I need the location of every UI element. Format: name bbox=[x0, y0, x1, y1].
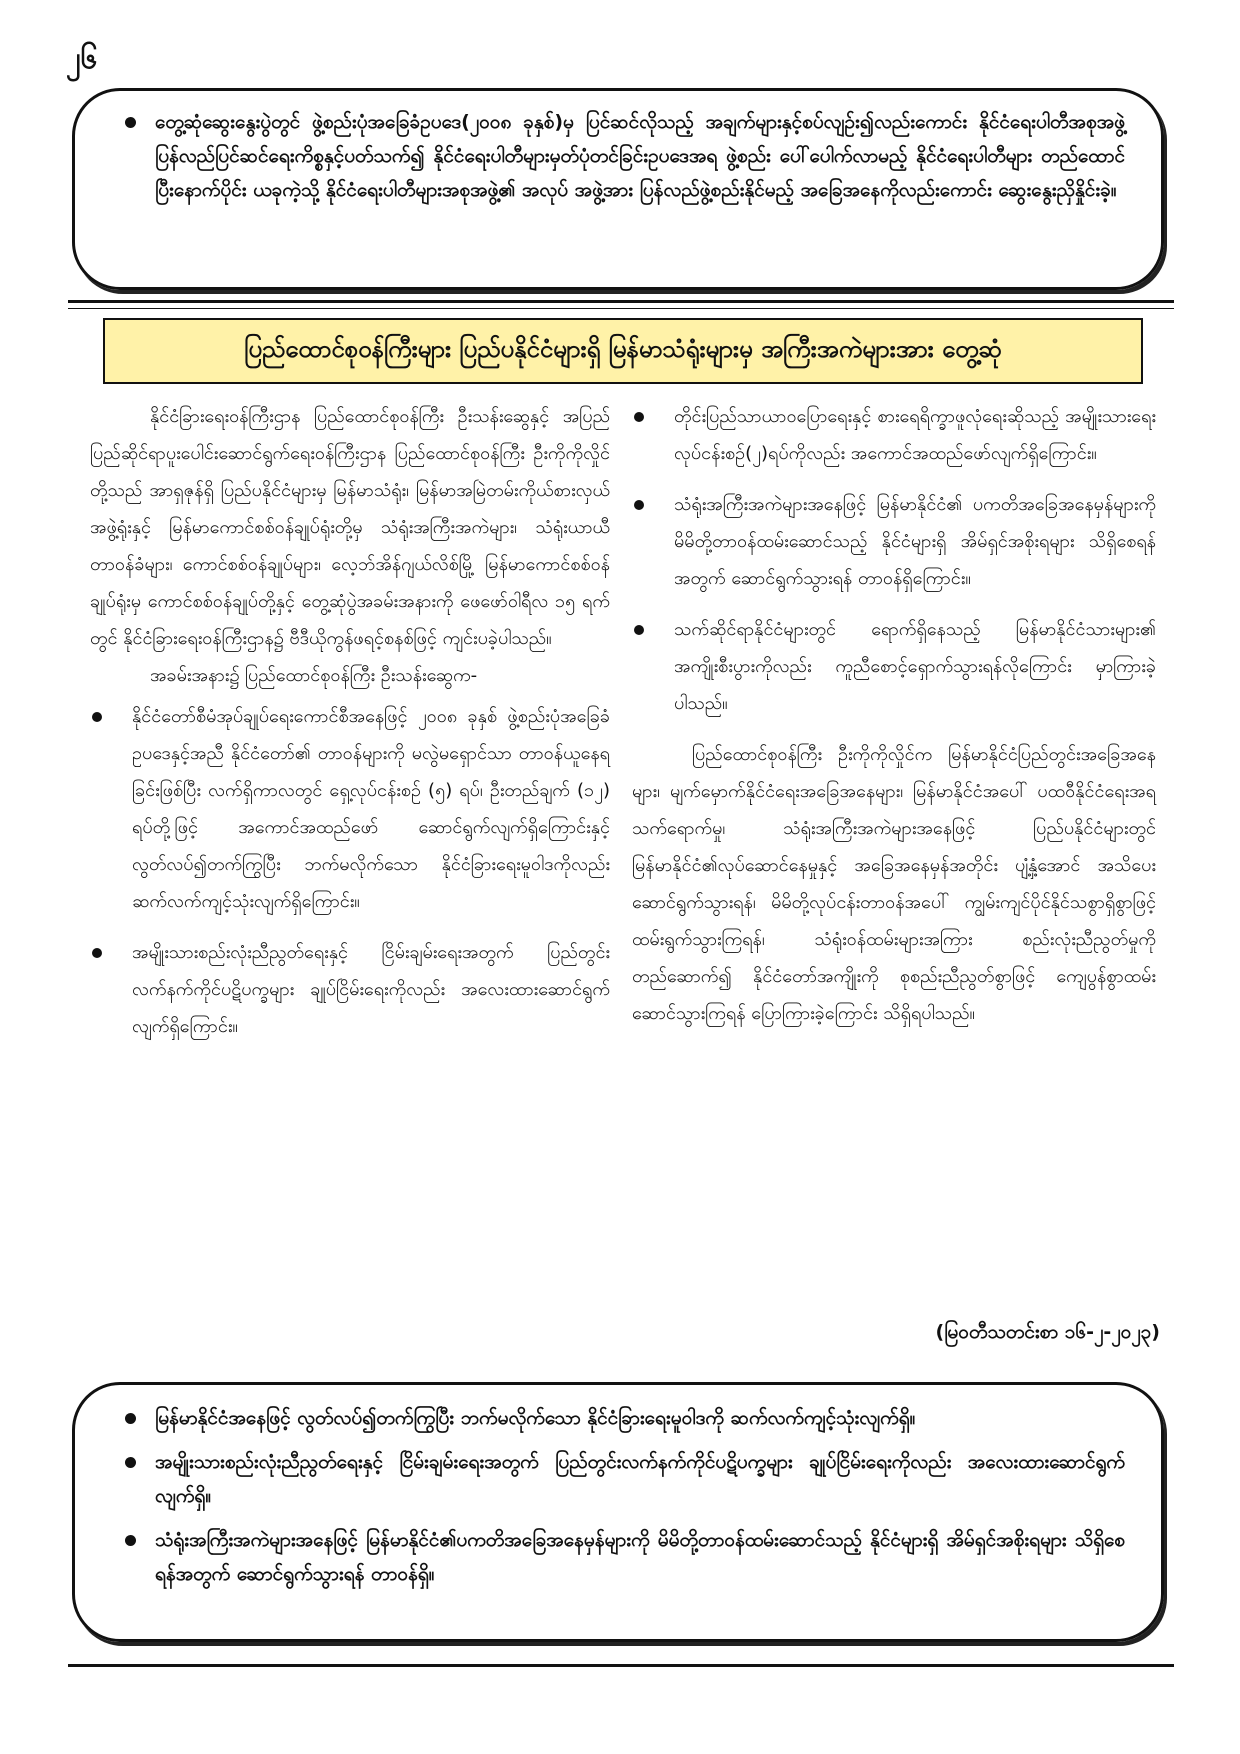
article-intro-paragraph: နိုင်ငံခြားရေးဝန်ကြီးဌာန ပြည်ထောင်စုဝန်ကြီး ဦးသန်းဆွေနှင့် အပြည်ပြည်ဆိုင်ရာပူးပေါင်းဆောင်ရွက်ရေးဝန်ကြီးဌာန ပြည်ထောင်စုဝန်ကြီး ဦးကိုကိုလှိုင်တို့သည် အာရှဇုန်ရှိ ပြည်ပနိုင်ငံများမှ မြန်မာသံရုံး၊ မြန်မာအမြဲတမ်းကိုယ်စားလှယ်အဖွဲ့ရုံးနှင့် မြန်မာကောင်စစ်ဝန်ချုပ်ရုံးတို့မှ သံရုံးအကြီးအကဲများ၊ သံရုံးယာယီတာဝန်ခံများ၊ ကောင်စစ်ဝန်ချုပ်များ၊ လေ့ဘ်အိန်ဂျယ်လိစ်မြို့ မြန်မာကောင်စစ်ဝန်ချုပ်ရုံးမှ ကောင်စစ်ဝန်ချုပ်တို့နှင့် တွေ့ဆုံပွဲအခမ်းအနားကို ဖေဖော်ဝါရီလ ၁၅ ရက်တွင် နိုင်ငံခြားရေးဝန်ကြီးဌာန၌ ဗီဒီယိုကွန်ဖရင့်စနစ်ဖြင့် ကျင်းပခဲ့ပါသည်။ bbox=[90, 406, 610, 649]
article-bullet-list-left bbox=[90, 698, 610, 1045]
article-bullet: သက်ဆိုင်ရာနိုင်ငံများတွင် ရောက်ရှိနေသည့် မြန်မာနိုင်ငံသားများ၏ အကျိုးစီးပွားကိုလည်း ကူညီစောင့်ရှောက်သွားရန်လိုကြောင်း မှာကြားခဲ့ပါသည်။ bbox=[632, 611, 1156, 722]
source-citation: (မြဝတီသတင်းစာ ၁၆-၂-၂၀၂၃) bbox=[935, 1321, 1160, 1343]
article-left-column bbox=[90, 398, 610, 1059]
footer-divider bbox=[68, 1664, 1174, 1667]
page-number: ၂၆ bbox=[66, 41, 98, 76]
summary-bullet: မြန်မာနိုင်ငံအနေဖြင့် လွတ်လပ်၍တက်ကြွပြီး ဘက်မလိုက်သော နိုင်ငံခြားရေးမူဝါဒကို ဆက်လက်ကျင့်သုံးလျက်ရှိ။ bbox=[119, 1401, 1125, 1435]
summary-bullet: အမျိုးသားစည်းလုံးညီညွတ်ရေးနှင့် ငြိမ်းချမ်းရေးအတွက် ပြည်တွင်းလက်နက်ကိုင်ပဋိပက္ခများ ချုပ်ငြိမ်းရေးကိုလည်း အလေးထားဆောင်ရွက်လျက်ရှိ။ bbox=[119, 1445, 1125, 1513]
article-bullet: သံရုံးအကြီးအကဲများအနေဖြင့် မြန်မာနိုင်ငံ၏ ပကတိအခြေအနေမှန်များကို မိမိတို့တာဝန်ထမ်းဆောင်သည့် နိုင်ငံများရှိ အိမ်ရှင်အစိုးရများ သိရှိစေရန်အတွက် ဆောင်ရွက်သွားရန် တာဝန်ရှိကြောင်း။ bbox=[632, 486, 1156, 597]
article-bullet-list-right bbox=[632, 398, 1156, 722]
article-bullet: နိုင်ငံတော်စီမံအုပ်ချုပ်ရေးကောင်စီအနေဖြင့် ၂၀၀၈ ခုနှစ် ဖွဲ့စည်းပုံအခြေခံဥပဒေနှင့်အညီ နိုင်ငံတော်၏ တာဝန်များကို မလွဲမရှောင်သာ တာဝန်ယူနေရခြင်းဖြစ်ပြီး လက်ရှိကာလတွင် ရှေ့လုပ်ငန်းစဉ် (၅) ရပ်၊ ဦးတည်ချက် (၁၂) ရပ်တို့ဖြင့် အကောင်အထည်ဖော် ဆောင်ရွက်လျက်ရှိကြောင်းနှင့် လွတ်လပ်၍တက်ကြွပြီး ဘက်မလိုက်သော နိုင်ငံခြားရေးမူဝါဒကိုလည်း ဆက်လက်ကျင့်သုံးလျက်ရှိကြောင်း။ bbox=[90, 698, 610, 920]
article-bullet: အမျိုးသားစည်းလုံးညီညွတ်ရေးနှင့် ငြိမ်းချမ်းရေးအတွက် ပြည်တွင်းလက်နက်ကိုင်ပဋိပက္ခများ ချုပ်ငြိမ်းရေးကိုလည်း အလေးထားဆောင်ရွက်လျက်ရှိကြောင်း။ bbox=[90, 934, 610, 1045]
article-right-column bbox=[632, 398, 1156, 1032]
article-closing-paragraph: ပြည်ထောင်စုဝန်ကြီး ဦးကိုကိုလှိုင်က မြန်မာနိုင်ငံပြည်တွင်းအခြေအနေများ၊ မျက်မှောက်နိုင်ငံရေးအခြေအနေများ၊ မြန်မာနိုင်ငံအပေါ် ပထဝီနိုင်ငံရေးအရ သက်ရောက်မှု၊ သံရုံးအကြီးအကဲများအနေဖြင့် ပြည်ပနိုင်ငံများတွင် မြန်မာနိုင်ငံ၏လုပ်ဆောင်နေမှုနှင့် အခြေအနေမှန်အတိုင်း ပျံ့နှံ့အောင် အသိပေးဆောင်ရွက်သွားရန်၊ မိမိတို့လုပ်ငန်းတာဝန်အပေါ် ကျွမ်းကျင်ပိုင်နိုင်သစွာရှိစွာဖြင့် ထမ်းရွက်သွားကြရန်၊ သံရုံးဝန်ထမ်းများအကြား စည်းလုံးညီညွတ်မှုကို တည်ဆောက်၍ နိုင်ငံတော်အကျိုးကို စုစည်းညီညွတ်စွာဖြင့် ကျေပွန်စွာထမ်းဆောင်သွားကြရန် ပြောကြားခဲ့ကြောင်း သိရှိရပါသည်။ bbox=[632, 744, 1156, 1024]
summary-box-top bbox=[72, 88, 1164, 290]
article-lead-paragraph: အခမ်းအနား၌ ပြည်ထောင်စုဝန်ကြီး ဦးသန်းဆွေက- bbox=[150, 665, 478, 686]
article-bullet: တိုင်းပြည်သာယာဝပြောရေးနှင့် စားရေရိက္ခာဖူလုံရေးဆိုသည့် အမျိုးသားရေးလုပ်ငန်းစဉ်(၂)ရပ်ကိုလည်း အကောင်အထည်ဖော်လျက်ရှိကြောင်း။ bbox=[632, 398, 1156, 472]
article-headline: ပြည်ထောင်စုဝန်ကြီးများ ပြည်ပနိုင်ငံများရှိ မြန်မာသံရုံးများမှ အကြီးအကဲများအား တွေ့ဆုံ bbox=[103, 318, 1143, 384]
summary-bullet: တွေ့ဆုံဆွေးနွေးပွဲတွင် ဖွဲ့စည်းပုံအခြေခံဥပဒေ(၂၀၀၈ ခုနှစ်)မှ ပြင်ဆင်လိုသည့် အချက်များနှင့်စပ်လျဉ်း၍လည်းကောင်း နိုင်ငံရေးပါတီအစုအဖွဲ့ ပြန်လည်ပြင်ဆင်ရေးကိစ္စနှင့်ပတ်သက်၍ နိုင်ငံရေးပါတီများမှတ်ပုံတင်ခြင်းဥပဒေအရ ဖွဲ့စည်း ပေါ်ပေါက်လာမည့် နိုင်ငံရေးပါတီများ တည်ထောင်ပြီးနောက်ပိုင်း ယခုကဲ့သို့ နိုင်ငံရေးပါတီများအစုအဖွဲ့၏ အလုပ် အဖွဲ့အား ပြန်လည်ဖွဲ့စည်းနိုင်မည့် အခြေအနေကိုလည်းကောင်း ဆွေးနွေးညှိနှိုင်းခဲ့။ bbox=[119, 105, 1125, 207]
summary-list-bottom bbox=[119, 1401, 1125, 1591]
summary-bullet: သံရုံးအကြီးအကဲများအနေဖြင့် မြန်မာနိုင်ငံ၏ပကတိအခြေအနေမှန်များကို မိမိတို့တာဝန်ထမ်းဆောင်သည့် နိုင်ငံများရှိ အိမ်ရှင်အစိုးရများ သိရှိစေရန်အတွက် ဆောင်ရွက်သွားရန် တာဝန်ရှိ။ bbox=[119, 1523, 1125, 1591]
summary-box-bottom bbox=[72, 1382, 1164, 1642]
section-divider bbox=[68, 300, 1174, 309]
summary-list-top bbox=[119, 105, 1125, 207]
